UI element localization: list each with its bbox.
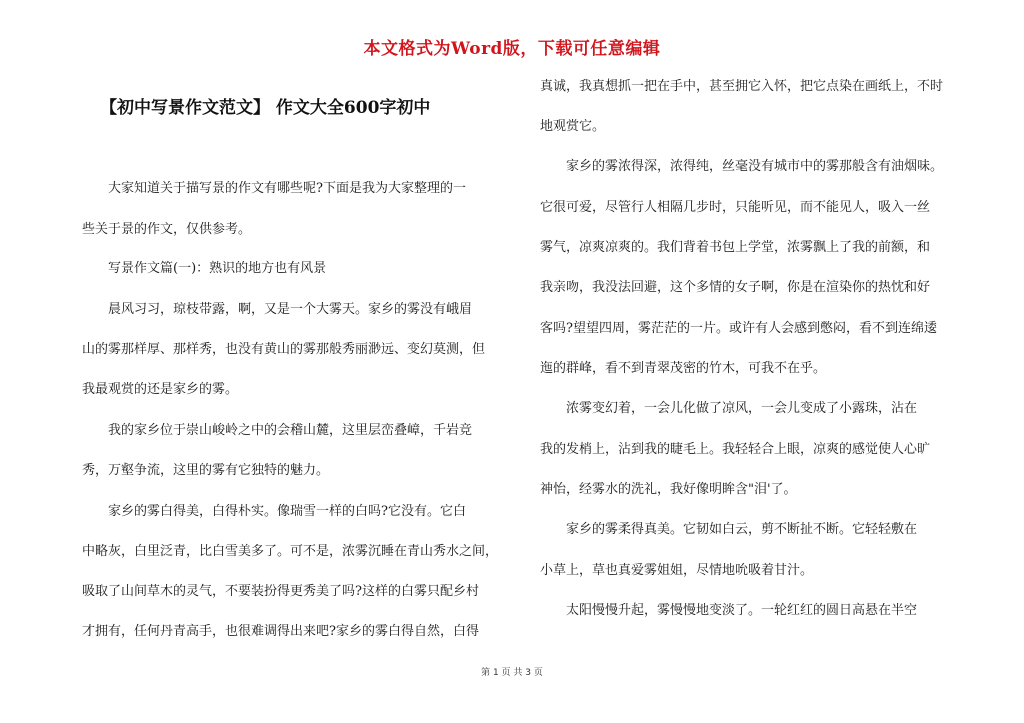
text-line: 神怡，经雾水的洗礼，我好像明眸含"泪'了。 [540,482,797,497]
text-line: 写景作文篇(一)：熟识的地方也有风景 [82,261,327,276]
text-line: 中略灰，白里泛青，比白雪美多了。可不是，浓雾沉睡在青山秀水之间， [82,544,499,559]
text-line: 吸取了山间草木的灵气，不要装扮得更秀美了吗?这样的白雾只配乡村 [82,584,479,599]
text-line: 太阳慢慢升起，雾慢慢地变淡了。一轮红红的圆日高悬在半空 [540,603,918,618]
text-line: 家乡的雾浓得深，浓得纯，丝毫没有城市中的雾那般含有油烟味。 [540,159,944,174]
text-line: 我最观赏的还是家乡的雾。 [82,382,239,397]
download-banner: 本文格式为Word版，下载可任意编辑 [363,39,661,59]
text-line: 我亲吻，我没法回避，这个多情的女子啊，你是在渲染你的热忱和好 [540,280,931,295]
text-line: 些关于景的作文，仅供参考。 [82,222,252,237]
text-line: 大家知道关于描写景的作文有哪些呢?下面是我为大家整理的一 [82,181,466,196]
text-line: 晨风习习，琼枝带露，啊，又是一个大雾天。家乡的雾没有峨眉 [82,302,473,317]
text-line: 地观赏它。 [540,119,606,134]
document-title: 【初中写景作文范文】 作文大全600字初中 [100,98,431,118]
text-line: 小草上，草也真爱雾姐姐，尽情地吮吸着甘汁。 [540,563,814,578]
text-line: 秀，万壑争流，这里的雾有它独特的魅力。 [82,463,330,478]
text-line: 客吗?望望四周，雾茫茫的一片。或许有人会感到憋闷，看不到连绵逶 [540,321,937,336]
text-line: 它很可爱，尽管行人相隔几步时，只能听见，而不能见人，吸入一丝 [540,200,931,215]
text-line: 家乡的雾柔得真美。它韧如白云，剪不断扯不断。它轻轻敷在 [540,522,918,537]
text-line: 我的发梢上，沾到我的睫毛上。我轻轻合上眼，凉爽的感觉使人心旷 [540,442,931,457]
page-footer: 第 1 页 共 3 页 [481,668,543,678]
text-line: 雾气，凉爽凉爽的。我们背着书包上学堂，浓雾飘上了我的前额，和 [540,240,931,255]
text-line: 家乡的雾白得美，白得朴实。像瑞雪一样的白吗?它没有。它白 [82,504,466,519]
text-line: 迤的群峰，看不到青翠茂密的竹木，可我不在乎。 [540,361,827,376]
text-line: 浓雾变幻着，一会儿化做了凉风，一会儿变成了小露珠，沾在 [540,401,918,416]
text-line: 山的雾那样厚、那样秀，也没有黄山的雾那般秀丽渺远、变幻莫测，但 [82,342,486,357]
text-line: 真诚，我真想抓一把在手中，甚至拥它入怀，把它点染在画纸上，不时 [540,79,944,94]
text-line: 我的家乡位于崇山峻岭之中的会稽山麓，这里层峦叠嶂，千岩竞 [82,423,473,438]
text-line: 才拥有，任何丹青高手，也很难调得出来吧?家乡的雾白得自然，白得 [82,624,479,639]
